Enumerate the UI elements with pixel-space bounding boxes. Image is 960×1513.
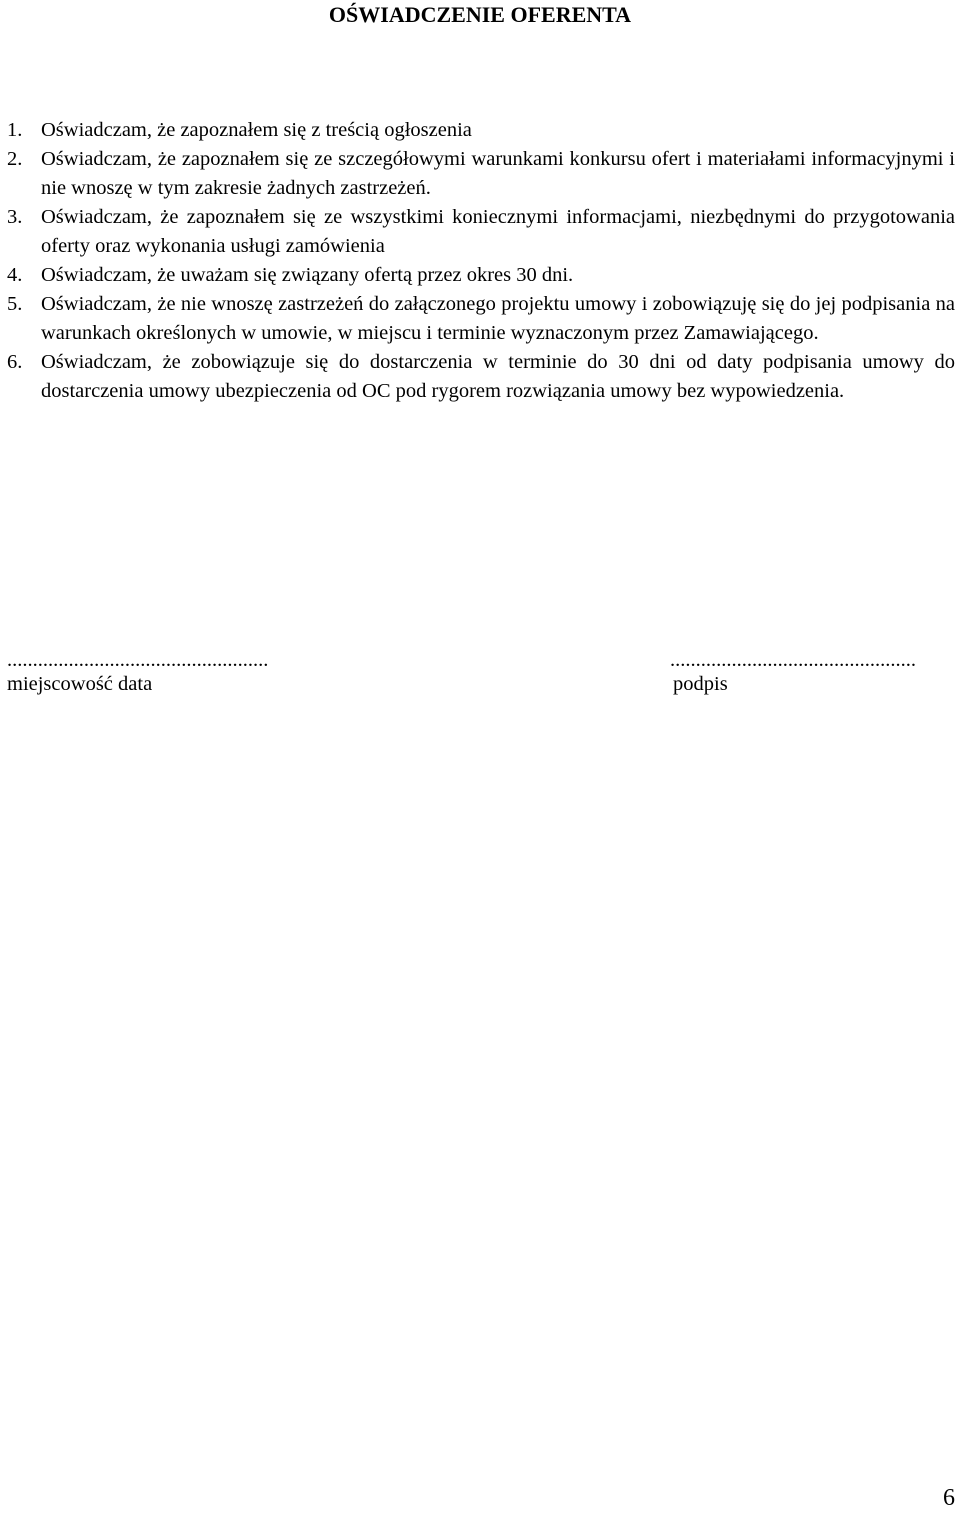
- item-number: 5.: [7, 293, 23, 315]
- page-number: 6: [943, 1485, 955, 1511]
- list-item: [7, 203, 955, 261]
- item-text: Oświadczam, że nie wnoszę zastrzeżeń do załączonego projektu umowy i zobowiązuję się do jej podpisania na warunkach określonych w umowie, w miejscu i terminie wyznaczonym przez Zamawiającego.: [41, 293, 955, 344]
- item-number: 4.: [7, 264, 23, 286]
- item-text: Oświadczam, że uważam się związany ofertą przez okres 30 dni.: [41, 264, 574, 286]
- item-number: 3.: [7, 206, 23, 228]
- signature-label: podpis: [673, 673, 728, 695]
- list-item: [7, 290, 955, 348]
- place-date-label: miejscowość data: [7, 673, 153, 695]
- list-item: [7, 261, 955, 290]
- item-number: 1.: [7, 119, 23, 141]
- list-item: [7, 145, 955, 203]
- item-text: Oświadczam, że zapoznałem się z treścią ogłoszenia: [41, 119, 472, 141]
- list-item: [7, 116, 955, 145]
- page-title: OŚWIADCZENIE OFERENTA: [328, 2, 632, 27]
- item-text: Oświadczam, że zapoznałem się ze wszystkimi koniecznymi informacjami, niezbędnymi do przygotowania oferty oraz wykonania usługi zamówienia: [41, 206, 955, 257]
- item-number: 6.: [7, 351, 23, 373]
- declaration-list: [7, 116, 955, 406]
- item-text: Oświadczam, że zapoznałem się ze szczegółowymi warunkami konkursu ofert i materiałami informacyjnymi i nie wnoszę w tym zakresie żadnych zastrzeżeń.: [41, 148, 955, 199]
- place-date-signature-line: ...................................................: [7, 649, 269, 671]
- item-number: 2.: [7, 148, 23, 170]
- signature-line: ................................................: [670, 649, 916, 671]
- list-item: [7, 348, 955, 406]
- item-text: Oświadczam, że zobowiązuje się do dostarczenia w terminie do 30 dni od daty podpisania umowy do dostarczenia umowy ubezpieczenia od OC pod rygorem rozwiązania umowy bez wypowiedzenia.: [41, 351, 955, 402]
